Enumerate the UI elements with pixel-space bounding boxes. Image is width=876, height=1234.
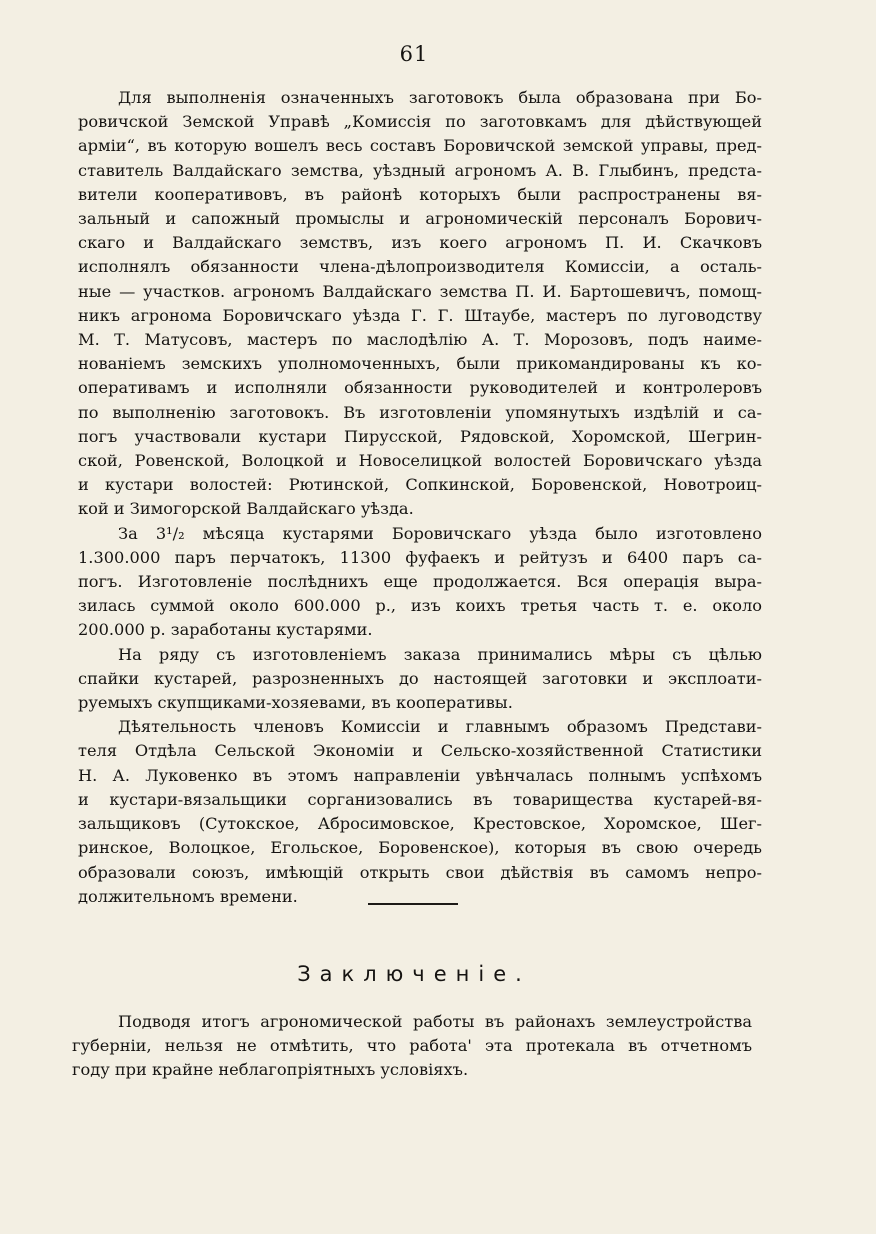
text-line: и кустари волостей: Рютинской, Сопкинской, Боровенской, Новотроиц-: [78, 475, 762, 495]
text-line: Дѣятельность членовъ Комиссіи и главнымъ образомъ Представи-: [118, 717, 762, 737]
text-line: зилась суммой около 600.000 р., изъ коихъ третья часть т. е. около: [78, 596, 762, 616]
page-number: 61: [399, 42, 429, 66]
text-line: М. Т. Матусовъ, мастеръ по маслодѣлію А. Т. Морозовъ, подъ наиме-: [78, 330, 762, 350]
text-line: оперативамъ и исполняли обязанности руководителей и контролеровъ: [78, 378, 762, 398]
conclusion-text: [72, 1010, 752, 1083]
text-line: вители кооперативовъ, въ районѣ которыхъ были распространены вя-: [78, 184, 762, 204]
text-line: теля Отдѣла Сельской Экономіи и Сельско-хозяйственной Статистики: [78, 741, 762, 761]
text-line: погъ участвовали кустари Пирусской, Рядовской, Хоромской, Шегрин-: [78, 426, 762, 446]
text-line: образовали союзъ, имѣющій открыть свои дѣйствія въ самомъ непро-: [78, 862, 762, 882]
section-heading: Заключеніе.: [297, 962, 531, 986]
text-line: арміи“, въ которую вошелъ весь составъ Боровичской земской управы, пред-: [78, 136, 762, 156]
text-line: спайки кустарей, разрозненныхъ до настоящей заготовки и эксплоати-: [78, 668, 762, 688]
text-line: никъ агронома Боровичскаго уѣзда Г. Г. Штаубе, мастеръ по луговодству: [78, 305, 762, 325]
text-line: погъ. Изготовленіе послѣднихъ еще продолжается. Вся операція выра-: [78, 572, 762, 592]
text-line: На ряду съ изготовленіемъ заказа принимались мѣры съ цѣлью: [118, 644, 762, 664]
text-line: Для выполненія означенныхъ заготовокъ была образована при Бо-: [118, 88, 762, 107]
paragraph: [78, 715, 762, 909]
text-line: по выполненію заготовокъ. Въ изготовленіи упомянутыхъ издѣлій и са-: [78, 402, 762, 422]
text-line: Н. А. Луковенко въ этомъ направленіи увѣнчалась полнымъ успѣхомъ: [78, 765, 762, 785]
text-line: нованіемъ земскихъ уполномоченныхъ, были прикомандированы къ ко-: [78, 354, 762, 374]
paragraph: [78, 522, 762, 643]
text-line: скаго и Валдайскаго земствъ, изъ коего агрономъ П. И. Скачковъ: [78, 233, 762, 253]
text-line: За 3¹/₂ мѣсяца кустарями Боровичскаго уѣзда было изготовлено: [118, 523, 762, 543]
text-line: руемыхъ скупщиками-хозяевами, въ кооперативы.: [78, 693, 513, 713]
text-line: 200.000 р. заработаны кустарями.: [78, 620, 373, 640]
text-line: ринское, Волоцкое, Егольское, Боровенское), которыя въ свою очередь: [78, 838, 762, 858]
text-line: году при крайне неблагопріятныхъ условіяхъ.: [72, 1060, 469, 1080]
text-line: исполнялъ обязанности члена-дѣлопроизводителя Комиссіи, а осталь-: [78, 257, 762, 277]
text-line: 1.300.000 паръ перчатокъ, 11300 фуфаекъ и рейтузъ и 6400 паръ са-: [78, 547, 762, 567]
text-line: кой и Зимогорской Валдайскаго уѣзда.: [78, 499, 414, 519]
text-line: ровичской Земской Управѣ „Комиссія по заготовкамъ для дѣйствующей: [78, 112, 762, 132]
text-line: зальный и сапожный промыслы и агрономическій персоналъ Борович-: [78, 209, 762, 229]
text-line: и кустари-вязальщики сорганизовались въ товарищества кустарей-вя-: [78, 789, 762, 809]
text-line: ные — участков. агрономъ Валдайскаго земства П. И. Бартошевичъ, помощ-: [78, 281, 762, 301]
paragraph: [78, 86, 762, 522]
text-line: должительномъ времени.: [78, 886, 298, 906]
text-line: Подводя итогъ агрономической работы въ районахъ землеустройства: [118, 1012, 752, 1031]
text-line: ской, Ровенской, Волоцкой и Новоселицкой волостей Боровичскаго уѣзда: [78, 451, 762, 471]
paragraph: [78, 643, 762, 716]
text-line: ставитель Валдайскаго земства, уѣздный агрономъ А. В. Глыбинъ, предста-: [78, 160, 762, 180]
main-text: [78, 86, 762, 909]
text-line: губерніи, нельзя не отмѣтить, что работа' эта протекала въ отчетномъ: [72, 1036, 752, 1056]
section-divider: [368, 903, 458, 905]
text-line: зальщиковъ (Сутокское, Абросимовское, Крестовское, Хоромское, Шег-: [78, 814, 762, 834]
